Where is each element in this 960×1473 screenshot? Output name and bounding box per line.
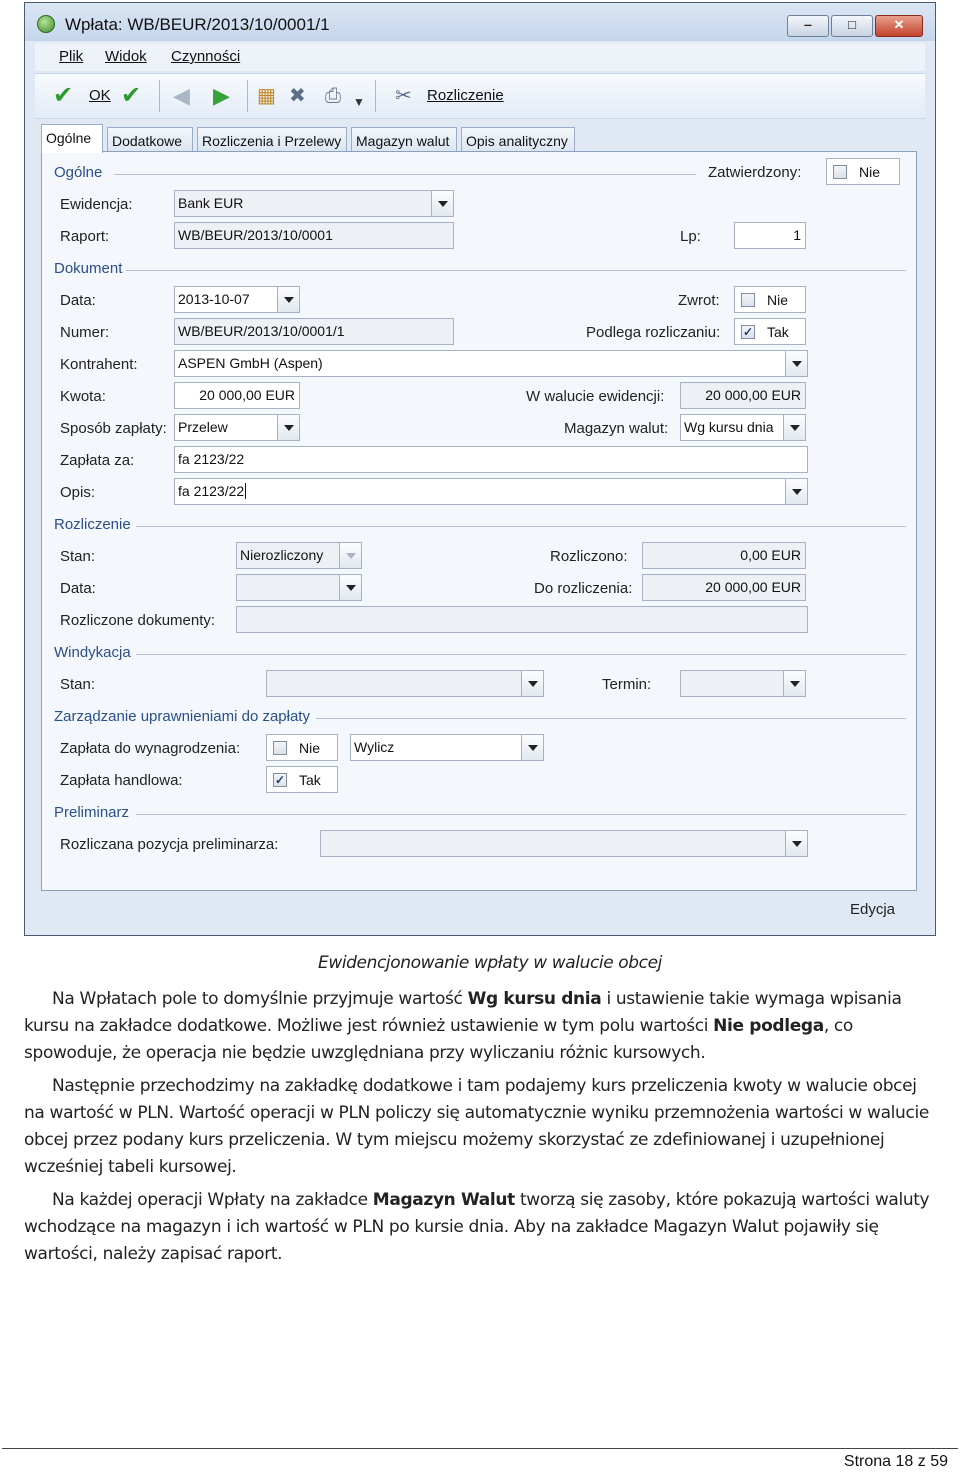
toolbar [35, 73, 925, 119]
window-title: Wpłata: WB/BEUR/2013/10/0001/1 [65, 15, 330, 34]
label-windykacja-stan: Stan: [60, 676, 96, 693]
paragraph-1: Na Wpłatach pole to domyślnie przyjmuje wartość Wg kursu dnia i ustawienie takie wymaga wpisania kursu na zakładce dodatkowe. Możliwe jest również ustawienie w tym polu wartości Nie podlega, co spowoduje, że operacja nie będzie uwzględniana przy wyliczaniu różnic kursowych. [24, 989, 902, 1063]
data-date-field[interactable]: 2013-10-07 [174, 286, 300, 313]
zaplata-za-field[interactable]: fa 2123/22 [174, 446, 808, 473]
tools-icon[interactable]: ✖ [289, 85, 306, 107]
rozliczono-field[interactable]: 0,00 EUR [642, 542, 806, 569]
label-rozliczone-dokumenty: Rozliczone dokumenty: [60, 612, 216, 629]
menu-widok[interactable]: Widok [105, 48, 147, 65]
label-kontrahent: Kontrahent: [60, 356, 138, 373]
numer-field[interactable]: WB/BEUR/2013/10/0001/1 [174, 318, 454, 345]
label-zwrot: Zwrot: [678, 292, 720, 309]
chevron-down-icon[interactable] [339, 543, 361, 568]
section-divider [136, 654, 906, 655]
chevron-down-icon[interactable] [521, 671, 543, 696]
termin-select[interactable] [680, 670, 806, 697]
label-lp: Lp: [680, 228, 701, 245]
menu-plik[interactable]: Plik [59, 48, 84, 65]
w-walucie-field[interactable]: 20 000,00 EUR [680, 382, 806, 409]
save-check-icon[interactable]: ✔ [121, 82, 142, 109]
zaplata-handlowa-checkbox[interactable]: ✓ Tak [266, 766, 338, 793]
menu-bar [35, 43, 925, 71]
checkbox-box [273, 741, 287, 755]
label-raport: Raport: [60, 228, 110, 245]
paragraph-2: Następnie przechodzimy na zakładkę dodatkowe i tam podajemy kurs przeliczenia kwoty w walucie obcej na wartość w PLN. Wartość operacji w PLN policzy się automatycznie wyniku przemnożenia wartości w walucie obcej przez podany kurs przeliczenia. W tym miejscu możemy skorzystać ze zdefiniowanej i uzupełnionej wcześniej tabeli kursowej. [24, 1076, 929, 1177]
section-divider [114, 174, 696, 175]
checkbox-box: ✓ [274, 773, 286, 787]
maximize-icon: □ [848, 17, 856, 32]
close-button[interactable] [875, 15, 923, 37]
label-data: Data: [60, 292, 96, 309]
label-stan: Stan: [60, 548, 96, 565]
label-data-rozliczenia: Data: [60, 580, 96, 597]
toolbar-separator [375, 80, 376, 112]
stan-select[interactable]: Nierozliczony [236, 542, 362, 569]
settle-button[interactable]: Rozliczenie [427, 87, 504, 104]
table-icon[interactable]: ▦ [257, 85, 276, 107]
minimize-icon: ‒ [804, 17, 812, 32]
lp-field[interactable]: 1 [734, 222, 806, 249]
label-sposob: Sposób zapłaty: [60, 420, 167, 437]
section-rozliczenie: Rozliczenie [54, 516, 131, 533]
tab-dodatkowe[interactable]: Dodatkowe [107, 127, 193, 152]
chevron-down-icon[interactable] [521, 735, 543, 760]
toolbar-separator [159, 80, 160, 112]
page-number: Strona 18 z 59 [843, 1453, 948, 1470]
tab-rozliczenia[interactable]: Rozliczenia i Przelewy [197, 127, 347, 152]
label-zatwierdzony: Zatwierdzony: [708, 164, 802, 181]
section-zarzadzanie: Zarządzanie uprawnieniami do zapłaty [54, 708, 310, 725]
chevron-down-icon[interactable] [277, 287, 299, 312]
chevron-down-icon[interactable] [783, 415, 805, 440]
section-preliminarz: Preliminarz [54, 804, 130, 821]
label-w-walucie: W walucie ewidencji: [526, 388, 665, 405]
figure-caption: Ewidencjonowanie wpłaty w walucie obcej [317, 953, 663, 973]
zwrot-checkbox[interactable]: Nie [734, 286, 806, 313]
back-icon[interactable]: ◀ [173, 83, 190, 108]
dropdown-arrow-icon[interactable]: ▼ [353, 95, 365, 109]
chevron-down-icon[interactable] [785, 479, 807, 504]
magazyn-select[interactable]: Wg kursu dnia [680, 414, 806, 441]
ok-button[interactable]: OK [89, 87, 111, 104]
app-icon [37, 15, 55, 33]
chevron-down-icon[interactable] [339, 575, 361, 600]
tab-ogolne[interactable]: Ogólne [41, 124, 103, 153]
paragraph-3: Na każdej operacji Wpłaty na zakładce Magazyn Walut tworzą się zasoby, które pokazują wartości waluty wchodzące na magazyn i ich wartość w PLN po kursie dnia. Aby na zakładce Magazyn Walut pojawiły się wartości, należy zapisać raport. [24, 1190, 930, 1264]
wylicz-select[interactable]: Wylicz [350, 734, 544, 761]
do-rozliczenia-field[interactable]: 20 000,00 EUR [642, 574, 806, 601]
section-divider [126, 270, 906, 271]
raport-field[interactable]: WB/BEUR/2013/10/0001 [174, 222, 454, 249]
pozycja-preliminarza-select[interactable] [320, 830, 808, 857]
label-podlega: Podlega rozliczaniu: [586, 324, 721, 341]
label-kwota: Kwota: [60, 388, 106, 405]
podlega-checkbox[interactable]: ✓ Tak [734, 318, 806, 345]
dialog-window [24, 2, 936, 936]
tab-panel-ogolne [41, 151, 917, 891]
chevron-down-icon[interactable] [783, 671, 805, 696]
kwota-field[interactable]: 20 000,00 EUR [174, 382, 300, 409]
data-rozliczenia-field[interactable] [236, 574, 362, 601]
zaplata-wynagr-checkbox[interactable]: Nie [266, 734, 338, 761]
label-magazyn: Magazyn walut: [564, 420, 669, 437]
section-windykacja: Windykacja [54, 644, 131, 661]
section-divider [316, 718, 906, 719]
section-divider [136, 814, 906, 815]
status-mode: Edycja [849, 901, 895, 918]
windykacja-stan-select[interactable] [266, 670, 544, 697]
sposob-select[interactable]: Przelew [174, 414, 300, 441]
label-do-rozliczenia: Do rozliczenia: [534, 580, 633, 597]
footer-divider [2, 1448, 958, 1449]
ewidencja-select[interactable]: Bank EUR [174, 190, 454, 217]
label-zaplata-za: Zapłata za: [60, 452, 135, 469]
section-divider [136, 526, 906, 527]
label-zaplata-wynagr: Zapłata do wynagrodzenia: [60, 740, 241, 757]
label-termin: Termin: [602, 676, 652, 693]
kontrahent-select[interactable]: ASPEN GmbH (Aspen) [174, 350, 808, 377]
section-ogolne: Ogólne [54, 164, 103, 181]
checkbox-box: ✓ [742, 325, 754, 339]
title-bar[interactable] [25, 3, 935, 41]
rozliczone-dokumenty-field[interactable] [236, 606, 808, 633]
print-icon[interactable]: ⎙ [325, 85, 341, 107]
chevron-down-icon[interactable] [431, 191, 453, 216]
checkbox-box [741, 293, 755, 307]
toolbar-separator [247, 80, 248, 112]
chevron-down-icon[interactable] [277, 415, 299, 440]
settle-tools-icon[interactable]: ✂ [395, 85, 412, 107]
label-opis: Opis: [60, 484, 96, 501]
ok-check-icon[interactable]: ✔ [53, 82, 74, 109]
maximize-button[interactable] [831, 15, 873, 37]
forward-icon[interactable]: ▶ [213, 83, 230, 108]
label-ewidencja: Ewidencja: [60, 196, 133, 213]
zatwierdzony-checkbox[interactable]: Nie [826, 158, 900, 185]
label-zaplata-handlowa: Zapłata handlowa: [60, 772, 183, 789]
chevron-down-icon[interactable] [785, 351, 807, 376]
label-rozliczono: Rozliczono: [550, 548, 628, 565]
tab-opis-analityczny[interactable]: Opis analityczny [461, 127, 575, 152]
minimize-button[interactable] [787, 15, 829, 37]
label-numer: Numer: [60, 324, 110, 341]
label-pozycja-preliminarza: Rozliczana pozycja preliminarza: [60, 836, 279, 853]
tab-magazyn-walut[interactable]: Magazyn walut [351, 127, 457, 152]
chevron-down-icon[interactable] [785, 831, 807, 856]
checkbox-box [833, 165, 847, 179]
opis-select[interactable]: fa 2123/22 [174, 478, 808, 505]
close-icon: ✕ [893, 17, 905, 32]
menu-czynnosci[interactable]: Czynności [171, 48, 241, 65]
section-dokument: Dokument [54, 260, 123, 277]
